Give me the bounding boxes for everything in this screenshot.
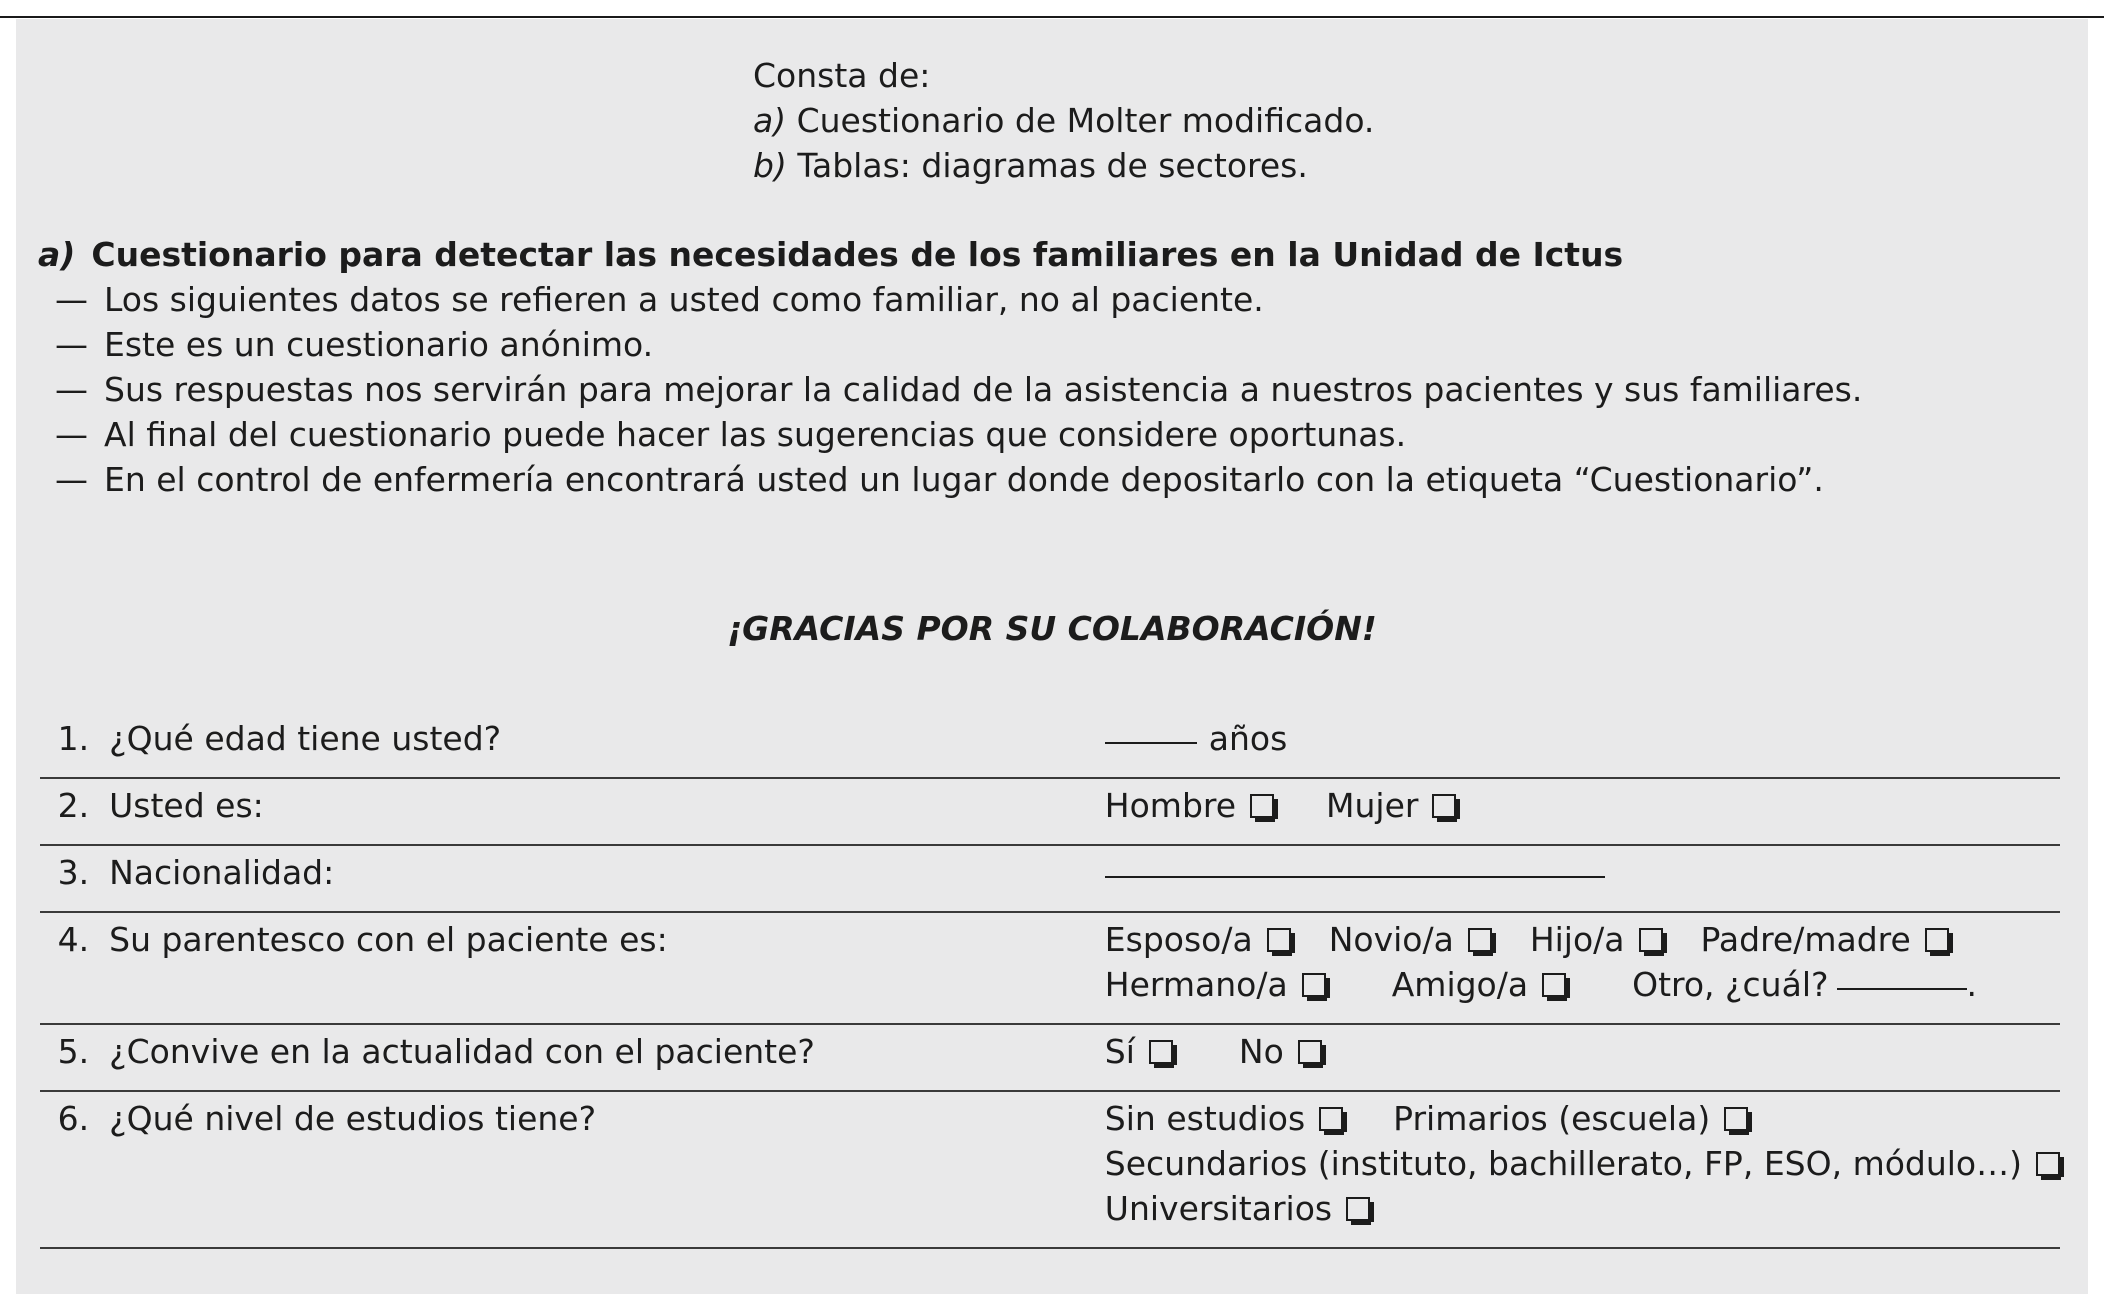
answer-sex — [1105, 778, 2060, 845]
checkbox-icon[interactable] — [1302, 973, 1326, 997]
question-number: 5. — [57, 1032, 90, 1071]
answer-cohabit — [1105, 1024, 2060, 1091]
checkbox-icon[interactable] — [1542, 973, 1566, 997]
checkbox-icon[interactable] — [1149, 1040, 1173, 1064]
checkbox-icon[interactable] — [1250, 794, 1274, 818]
checkbox-icon[interactable] — [2036, 1152, 2060, 1176]
question-table — [40, 712, 2060, 1249]
checkbox-icon[interactable] — [1639, 928, 1663, 952]
list-item: — En el control de enfermería encontrará usted un lugar donde depositarlo con la etiqueta “Cuestionario”. — [38, 457, 1862, 502]
checkbox-icon[interactable] — [1319, 1107, 1343, 1131]
option-mujer[interactable]: Mujer — [1326, 783, 1456, 828]
option-esposo[interactable]: Esposo/a — [1105, 917, 1291, 962]
option-no[interactable]: No — [1239, 1029, 1322, 1074]
checkbox-icon[interactable] — [1298, 1040, 1322, 1064]
list-item: — Sus respuestas nos servirán para mejorar la calidad de la asistencia a nuestros pacientes y sus familiares. — [38, 367, 1862, 412]
answer-education — [1105, 1091, 2060, 1248]
option-hijo[interactable]: Hijo/a — [1530, 917, 1663, 962]
list-item: — Los siguientes datos se refieren a usted como familiar, no al paciente. — [38, 277, 1862, 322]
question-number: 6. — [57, 1099, 90, 1138]
option-padre-madre[interactable]: Padre/madre — [1701, 917, 1949, 962]
intro-item-b: b) Tablas: diagramas de sectores. — [753, 146, 1308, 185]
question-number: 4. — [57, 920, 90, 959]
table-row — [40, 778, 2060, 845]
table-row — [40, 1024, 2060, 1091]
checkbox-icon[interactable] — [1267, 928, 1291, 952]
option-sin-estudios[interactable]: Sin estudios — [1105, 1096, 1343, 1141]
list-item: — Este es un cuestionario anónimo. — [38, 322, 1862, 367]
question-number: 1. — [57, 719, 90, 758]
top-rule — [0, 16, 2104, 18]
option-secundarios[interactable]: Secundarios (instituto, bachillerato, FP, ESO, módulo…) — [1105, 1141, 2060, 1186]
questionnaire-instructions — [38, 232, 1862, 502]
table-row — [40, 1091, 2060, 1248]
age-blank[interactable] — [1105, 742, 1197, 744]
question-text: ¿Qué edad tiene usted? — [109, 719, 502, 758]
option-hermano[interactable]: Hermano/a — [1105, 962, 1326, 1007]
checkbox-icon[interactable] — [1468, 928, 1492, 952]
thanks-heading: ¡GRACIAS POR SU COLABORACIÓN! — [727, 609, 1377, 648]
instruction-list — [38, 277, 1862, 502]
question-text: Su parentesco con el paciente es: — [109, 920, 668, 959]
option-universitarios[interactable]: Universitarios — [1105, 1186, 1370, 1231]
section-heading: a) Cuestionario para detectar las necesidades de los familiares en la Unidad de Ictus — [38, 235, 1624, 274]
nationality-blank[interactable] — [1105, 876, 1605, 878]
question-number: 2. — [57, 786, 90, 825]
question-text: ¿Qué nivel de estudios tiene? — [109, 1099, 597, 1138]
option-novio[interactable]: Novio/a — [1329, 917, 1492, 962]
checkbox-icon[interactable] — [1925, 928, 1949, 952]
intro-consta: Consta de: — [753, 56, 931, 95]
option-otro[interactable]: Otro, ¿cuál? . — [1632, 965, 1977, 1004]
option-hombre[interactable]: Hombre — [1105, 783, 1274, 828]
table-row — [40, 912, 2060, 1024]
checkbox-icon[interactable] — [1432, 794, 1456, 818]
option-primarios[interactable]: Primarios (escuela) — [1393, 1096, 1748, 1141]
option-amigo[interactable]: Amigo/a — [1392, 962, 1566, 1007]
question-text: Nacionalidad: — [109, 853, 335, 892]
answer-age: años — [1105, 712, 2060, 778]
checkbox-icon[interactable] — [1724, 1107, 1748, 1131]
answer-nationality — [1105, 845, 2060, 912]
option-si[interactable]: Sí — [1105, 1029, 1173, 1074]
document-panel — [16, 19, 2088, 1294]
question-number: 3. — [57, 853, 90, 892]
question-text: ¿Convive en la actualidad con el paciente? — [109, 1032, 815, 1071]
intro-block — [753, 53, 1374, 188]
list-item: — Al final del cuestionario puede hacer las sugerencias que considere oportunas. — [38, 412, 1862, 457]
table-row — [40, 845, 2060, 912]
intro-item-a: a) Cuestionario de Molter modificado. — [753, 101, 1375, 140]
table-row — [40, 712, 2060, 778]
other-blank[interactable] — [1837, 988, 1967, 990]
question-text: Usted es: — [109, 786, 264, 825]
answer-relationship — [1105, 912, 2060, 1024]
checkbox-icon[interactable] — [1346, 1197, 1370, 1221]
